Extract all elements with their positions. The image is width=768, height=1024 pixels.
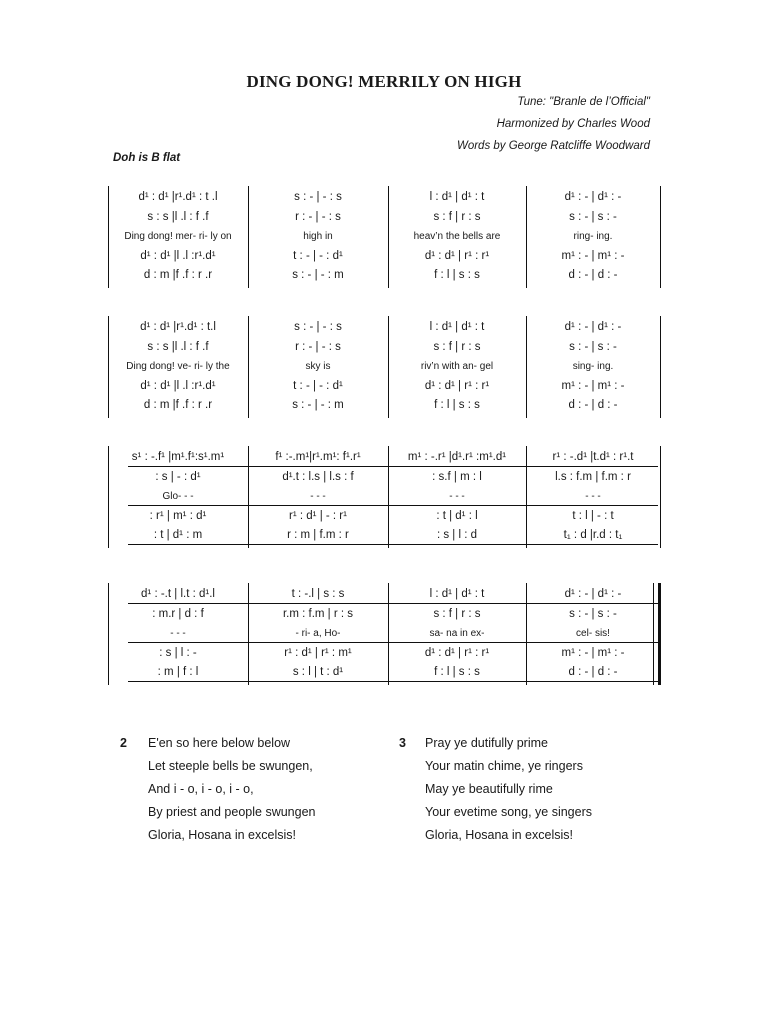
barline [660,446,661,548]
solfa-part [252,377,384,396]
barline [526,583,527,685]
solfa-part [252,644,384,663]
solfa-part [112,266,244,285]
solfa-text: r : - | - : s [295,210,341,223]
solfa-part [392,188,522,207]
solfa-text: s : s |l .l : f .f [147,340,209,353]
barline [108,446,109,548]
barline [526,186,527,288]
lyric-text: - - - [170,628,186,639]
verse-line: Your evetime song, ye singers [425,805,592,819]
solfa-text: l : d¹ | d¹ : t [429,588,485,600]
solfa-part [112,585,244,604]
lyric-text: heav’n the bells are [413,231,501,242]
barline [388,316,389,418]
score-system [108,583,660,685]
lyric-text: cel- sis! [576,628,610,639]
page-title: DING DONG! MERRILY ON HIGH [246,72,522,91]
lyric-text: sa- na in ex- [429,628,485,639]
lyric-line [530,357,656,376]
lyric-text: - ri- a, Ho- [295,628,341,639]
solfa-text: s : f | r : s [433,607,481,620]
solfa-part [252,318,384,337]
solfa-text: r.m : f.m | r : s [282,607,354,620]
solfa-text: d¹ : d¹ | r¹ : r¹ [424,249,490,262]
solfa-part [252,247,384,266]
solfa-text: f¹ :-.m¹|r¹.m¹: f¹.r¹ [275,451,361,463]
lyric-text: Glo- - - [162,491,194,502]
barline [653,583,654,685]
lyric-line [392,624,522,643]
solfa-text: : s | - : d¹ [155,470,201,483]
barline [526,316,527,418]
solfa-part [392,605,522,624]
solfa-text: r¹ : d¹ | r¹ : m¹ [284,646,352,659]
solfa-text: m¹ : -.r¹ |d¹.r¹ :m¹.d¹ [407,451,507,463]
verse-line: Gloria, Hosana in excelsis! [148,828,296,842]
solfa-part [252,526,384,545]
solfa-part [392,318,522,337]
solfa-text: l : d¹ | d¹ : t [429,191,485,203]
verse-number: 3 [399,736,406,750]
solfa-text: r¹ : d¹ | - : r¹ [289,509,347,522]
solfa-part [392,468,522,487]
lyric-text: - - - [449,491,465,502]
solfa-part [530,644,656,663]
solfa-text: t : - | - : d¹ [293,249,343,262]
solfa-part [392,338,522,357]
final-barline [658,583,661,685]
solfa-part [112,247,244,266]
lyric-line [252,624,384,643]
solfa-text: s : - | - : s [294,191,342,203]
lyric-text: - - - [310,491,326,502]
solfa-part [112,188,244,207]
barline [248,186,249,288]
verse-line: Pray ye dutifully prime [425,736,548,750]
lyric-text: Ding dong! ve- ri- ly the [126,361,230,372]
solfa-text: l.s : f.m | f.m : r [555,470,631,483]
solfa-text: d : m |f .f : r .r [143,269,213,281]
lyric-line [112,624,244,643]
verse-line: Let steeple bells be swungen, [148,759,313,773]
verse-3 [425,732,592,847]
solfa-text: : s | l : d [436,529,478,541]
solfa-text: d¹ : d¹ | r¹ : r¹ [424,379,490,392]
solfa-part [530,318,656,337]
lyric-line [530,487,656,506]
solfa-text: d¹ : d¹ |r¹.d¹ : t .l [138,191,218,203]
solfa-part [530,377,656,396]
solfa-part [392,377,522,396]
solfa-part [392,526,522,545]
solfa-part [252,188,384,207]
solfa-text: d¹ : - | d¹ : - [564,588,622,600]
solfa-text: r : - | - : s [295,340,341,353]
solfa-text: s : l | t : d¹ [292,666,344,678]
barline [248,316,249,418]
solfa-part [392,644,522,663]
solfa-text: s¹ : -.f¹ |m¹.f¹:s¹.m¹ [131,451,225,463]
harmonizer-credit: Harmonized by Charles Wood [496,118,650,130]
solfa-text: s : - | - : m [292,399,344,411]
verse-line: Your matin chime, ye ringers [425,759,583,773]
lyric-text: - - - [585,491,601,502]
solfa-text: d¹ : d¹ |l .l :r¹.d¹ [140,249,216,262]
solfa-part [112,318,244,337]
solfa-text: d¹ : - | d¹ : - [564,321,622,333]
solfa-part [252,396,384,415]
solfa-text: m¹ : - | m¹ : - [561,379,625,392]
lyric-line [112,487,244,506]
solfa-part [112,468,244,487]
barline [388,446,389,548]
solfa-part [252,507,384,526]
barline [108,316,109,418]
solfa-text: s : - | s : - [569,607,617,620]
solfa-text: s : - | s : - [569,340,617,353]
solfa-text: s : - | - : s [294,321,342,333]
solfa-part [530,266,656,285]
lyric-text: sing- ing. [572,361,614,372]
solfa-text: t : l | - : t [572,509,614,522]
key-signature: Doh is B flat [113,152,181,164]
part-rule [128,466,658,467]
solfa-text: d¹ : d¹ | r¹ : r¹ [424,646,490,659]
solfa-part [252,208,384,227]
solfa-part [530,188,656,207]
solfa-text: d¹ : - | d¹ : - [564,191,622,203]
solfa-part [392,396,522,415]
solfa-text: : r¹ | m¹ : d¹ [149,509,207,522]
solfa-text: l : d¹ | d¹ : t [429,321,485,333]
solfa-part [530,605,656,624]
solfa-text: m¹ : - | m¹ : - [561,646,625,659]
solfa-text: t : - | - : d¹ [293,379,343,392]
solfa-part [530,507,656,526]
solfa-part [530,396,656,415]
solfa-part [392,247,522,266]
lyric-line [392,227,522,246]
solfa-text: d : - | d : - [568,399,618,411]
solfa-part [252,663,384,682]
solfa-text: d : - | d : - [568,666,618,678]
score-system [108,186,660,288]
solfa-part [112,526,244,545]
lyric-line [530,227,656,246]
solfa-text: : s.f | m : l [432,470,482,483]
solfa-text: : t | d¹ : m [153,529,203,541]
solfa-text: t₁ : d |r.d : t₁ [563,529,623,541]
solfa-part [112,208,244,227]
verse-line: May ye beautifully rime [425,782,553,796]
solfa-part [112,507,244,526]
barline [526,446,527,548]
solfa-text: s : - | s : - [569,210,617,223]
lyric-line [530,624,656,643]
part-rule [128,603,658,604]
solfa-part [530,338,656,357]
solfa-part [112,663,244,682]
solfa-part [112,377,244,396]
solfa-part [530,448,656,467]
solfa-text: s : f | r : s [433,210,481,223]
solfa-text: : m | f : l [157,666,199,678]
solfa-part [252,605,384,624]
verse-line: E'en so here below below [148,736,291,750]
solfa-text: f : l | s : s [434,399,480,411]
barline [660,316,661,418]
barline [108,186,109,288]
solfa-text: f : l | s : s [434,666,480,678]
verse-line: By priest and people swungen [148,805,316,819]
words-credit: Words by George Ratcliffe Woodward [456,140,650,152]
lyric-line [252,227,384,246]
solfa-part [392,663,522,682]
score-system [108,446,660,548]
solfa-text: : s | l : - [159,646,197,659]
solfa-part [392,507,522,526]
solfa-part [392,585,522,604]
solfa-text: r¹ : -.d¹ |t.d¹ : r¹.t [552,451,634,463]
lyric-line [112,227,244,246]
barline [388,583,389,685]
lyric-line [392,487,522,506]
solfa-part [252,338,384,357]
solfa-text: t : -.l | s : s [291,588,345,600]
lyric-line [112,357,244,376]
barline [248,446,249,548]
part-rule [128,505,658,506]
lyric-text: sky is [305,361,331,372]
solfa-text: s : s |l .l : f .f [147,210,209,223]
solfa-part [252,585,384,604]
solfa-text: : m.r | d : f [152,607,204,620]
solfa-part [392,266,522,285]
verse-line: And i - o, i - o, i - o, [148,782,254,796]
solfa-part [530,208,656,227]
lyric-line [252,487,384,506]
solfa-text: m¹ : - | m¹ : - [561,249,625,262]
lyric-line [252,357,384,376]
solfa-text: d : m |f .f : r .r [143,399,213,411]
solfa-text: : t | d¹ : l [436,509,478,522]
solfa-text: s : f | r : s [433,340,481,353]
solfa-part [252,266,384,285]
solfa-text: d¹ : -.t | l.t : d¹.l [141,588,215,600]
solfa-part [392,208,522,227]
solfa-part [112,338,244,357]
solfa-part [530,247,656,266]
tune-credit: Tune: "Branle de l’Official" [517,96,650,108]
verse-number: 2 [120,736,127,750]
solfa-text: d¹ : d¹ |l .l :r¹.d¹ [140,379,216,392]
lyric-text: Ding dong! mer- ri- ly on [124,231,232,242]
lyric-text: ring- ing. [573,231,613,242]
lyric-text: riv’n with an- gel [420,361,494,372]
solfa-part [112,396,244,415]
part-rule [128,642,658,643]
solfa-part [530,663,656,682]
part-rule [128,681,658,682]
solfa-part [112,644,244,663]
barline [108,583,109,685]
barline [248,583,249,685]
solfa-part [530,526,656,545]
solfa-text: s : - | - : m [292,269,344,281]
verse-line: Gloria, Hosana in excelsis! [425,828,573,842]
barline [388,186,389,288]
solfa-part [530,468,656,487]
solfa-part [252,468,384,487]
lyric-text: high in [303,231,333,242]
solfa-text: f : l | s : s [434,269,480,281]
solfa-text: d : - | d : - [568,269,618,281]
solfa-text: d¹.t : l.s | l.s : f [282,470,354,483]
solfa-part [252,448,384,467]
solfa-part [392,448,522,467]
score-system [108,316,660,418]
verse-2 [148,732,315,847]
solfa-text: d¹ : d¹ |r¹.d¹ : t.l [140,321,216,333]
solfa-part [112,448,244,467]
solfa-text: r : m | f.m : r [287,529,349,541]
part-rule [128,544,658,545]
barline [660,186,661,288]
solfa-part [530,585,656,604]
solfa-part [112,605,244,624]
lyric-line [392,357,522,376]
